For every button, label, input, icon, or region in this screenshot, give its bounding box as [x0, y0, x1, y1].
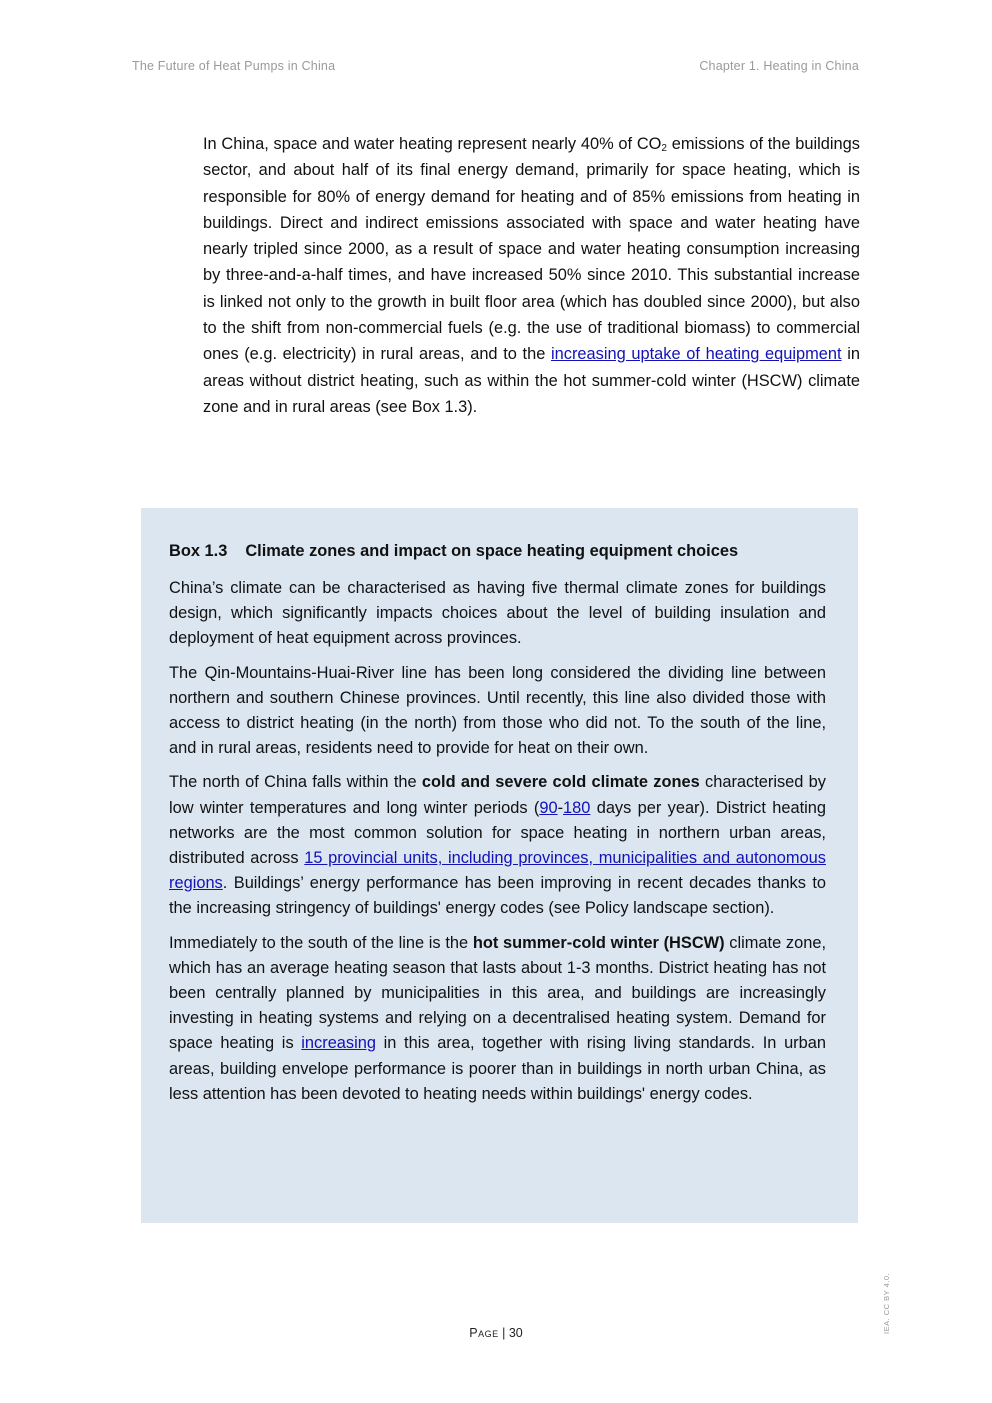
- box-title: [169, 542, 738, 561]
- running-header-chapter: Chapter 1. Heating in China: [699, 59, 859, 73]
- p3-text-3: days per year). District heating networks are the most common solution for space heating in northern urban areas, distributed across: [169, 798, 826, 868]
- p3-dash: -: [557, 798, 564, 817]
- p3-bold: cold and severe cold climate zones: [421, 773, 700, 792]
- page-separator: |: [498, 1326, 509, 1340]
- p4-text-2: climate zone, which has an average heating season that lasts about 1-3 months. District heating has not been centrally planned by municipalities in this area, and buildings are increasingly investing in heating systems and relying on a decentralised heating system. Demand for space heating is: [169, 933, 827, 1053]
- box-paragraph-3: [169, 770, 826, 921]
- intro-text-1: In China, space and water heating represent nearly 40% of CO: [203, 135, 662, 153]
- box-paragraph-1: China’s climate can be characterised as having five thermal climate zones for buildings design, which significantly impacts choices about the level of building insulation and deployment of heat equipment across provinces.: [169, 579, 826, 648]
- p3-text-1: The north of China falls within the: [169, 773, 422, 792]
- running-header-title: The Future of Heat Pumps in China: [132, 59, 336, 73]
- page-footer: [0, 1326, 992, 1340]
- box-paragraph-2: The Qin-Mountains-Huai-River line has been long considered the dividing line between northern and southern Chinese provinces. Until recently, this line also divided those with access to district heating (in the north) from those who did not. To the south of the line, and in rural areas, residents need to provide for heat on their own.: [169, 663, 826, 758]
- link-heating-equipment[interactable]: increasing uptake of heating equipment: [551, 345, 842, 364]
- link-increasing[interactable]: increasing: [301, 1034, 376, 1053]
- intro-text-2: emissions of the buildings sector, and about half of its final energy demand, primarily for space heating, which is responsible for 80% of energy demand for heating and of 85% emissions from heating in buildings. Direct and indirect emissions associated with space and water heating have nearly tripled since 2000, as a result of space and water heating consumption increasing by three-and-a-half times, and have increased 50% since 2010. This substantial increase is linked not only to the growth in built floor area (which has doubled since 2000), but also to the shift from non-commercial fuels (e.g. the use of traditional biomass) to commercial ones (e.g. electricity) in rural areas, and to the: [203, 135, 860, 364]
- link-provincial-units[interactable]: 15 provincial units, including provinces, municipalities and autonomous regions: [169, 849, 826, 893]
- box-body: [169, 576, 826, 1116]
- p4-text-3: in this area, together with rising living standards. In urban areas, building envelope performance is poorer than in buildings in north urban China, as less attention has been devoted to heating needs within buildings' energy codes.: [169, 1034, 826, 1103]
- box-climate-zones: [141, 508, 858, 1223]
- page-label: Page: [469, 1326, 499, 1340]
- p4-text-1: Immediately to the south of the line is the: [169, 933, 473, 952]
- intro-paragraph: [203, 131, 860, 420]
- link-180[interactable]: 180: [563, 798, 591, 817]
- p4-bold: hot summer-cold winter (HSCW): [472, 933, 725, 952]
- co2-subscript: 2: [661, 143, 667, 154]
- p3-text-2: characterised by low winter temperatures and long winter periods (: [169, 773, 826, 817]
- link-90[interactable]: 90: [539, 798, 558, 817]
- box-title-text: Climate zones and impact on space heating equipment choices: [245, 542, 739, 560]
- box-paragraph-4: [169, 931, 826, 1107]
- license-text: IEA. CC BY 4.0.: [882, 1272, 891, 1334]
- p3-text-4: . Buildings’ energy performance has been improving in recent decades thanks to the increasing stringency of buildings' energy codes (see Policy landscape section).: [169, 874, 826, 918]
- box-number: Box 1.3: [169, 542, 228, 560]
- page-number: 30: [508, 1326, 523, 1340]
- license-note: [876, 1272, 896, 1334]
- intro-text-3: in areas without district heating, such as within the hot summer-cold winter (HSCW) climate zone and in rural areas (see Box 1.3).: [203, 345, 861, 416]
